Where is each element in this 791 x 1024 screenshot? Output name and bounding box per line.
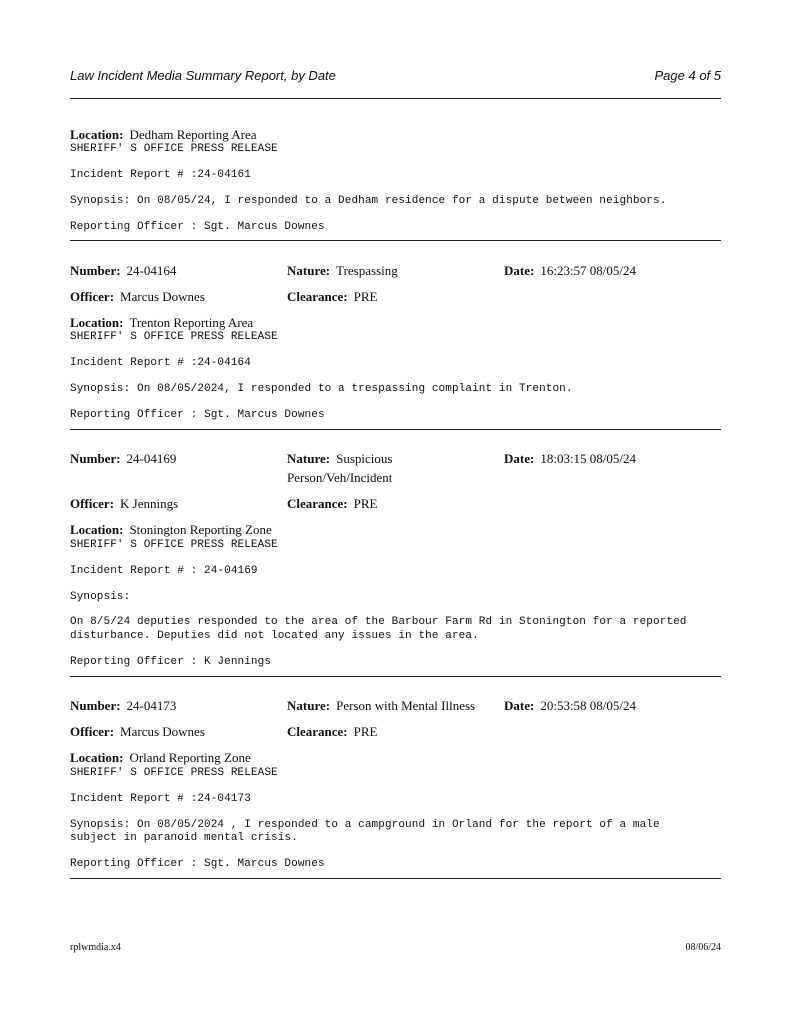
- nature-value: Person with Mental Illness: [336, 698, 476, 713]
- synopsis-line: Synopsis: On 08/05/2024 , I responded to a campground in Orland for the report of a male: [70, 819, 660, 831]
- press-release-line: SHERIFF' S OFFICE PRESS RELEASE: [70, 539, 278, 551]
- number-value: 24-04173: [126, 698, 177, 713]
- nature-value-line2: Person/Veh/Incident: [287, 470, 393, 485]
- record-number: [70, 262, 176, 280]
- synopsis-line: disturbance. Deputies did not located any issues in the area.: [70, 630, 479, 642]
- date-value: 16:23:57 08/05/24: [540, 263, 637, 278]
- officer-value: Marcus Downes: [120, 724, 205, 739]
- location-value: Dedham Reporting Area: [129, 127, 257, 142]
- date-label: Date:: [504, 263, 535, 278]
- record-nature: [287, 262, 398, 280]
- nature-label: Nature:: [287, 698, 331, 713]
- officer-label: Officer:: [70, 724, 115, 739]
- location-label: Location:: [70, 750, 124, 765]
- nature-label: Nature:: [287, 451, 331, 466]
- location-label: Location:: [70, 127, 124, 142]
- record-number: [70, 697, 176, 715]
- record-clearance: [287, 723, 377, 741]
- location-label: Location:: [70, 522, 124, 537]
- press-release-line: SHERIFF' S OFFICE PRESS RELEASE: [70, 143, 278, 155]
- page-number: Page 4 of 5: [654, 68, 721, 83]
- location-label: Location:: [70, 315, 124, 330]
- header-divider: [70, 98, 721, 99]
- location-value: Trenton Reporting Area: [129, 315, 254, 330]
- footer-print-date: 08/06/24: [685, 942, 721, 953]
- record-location: [70, 314, 253, 332]
- officer-value: K Jennings: [120, 496, 179, 511]
- location-value: Orland Reporting Zone: [129, 750, 251, 765]
- record-clearance: [287, 288, 377, 306]
- record-divider: [70, 878, 721, 879]
- synopsis-line: subject in paranoid mental crisis.: [70, 832, 298, 844]
- reporting-officer-line: Reporting Officer : K Jennings: [70, 656, 272, 668]
- page-header: [70, 68, 721, 86]
- clearance-label: Clearance:: [287, 496, 348, 511]
- record-officer: [70, 723, 205, 741]
- officer-value: Marcus Downes: [120, 289, 205, 304]
- reporting-officer-line: Reporting Officer : Sgt. Marcus Downes: [70, 409, 325, 421]
- record-date: [504, 262, 636, 280]
- clearance-label: Clearance:: [287, 724, 348, 739]
- press-release-line: SHERIFF' S OFFICE PRESS RELEASE: [70, 331, 278, 343]
- nature-value-continued: [287, 469, 392, 487]
- officer-label: Officer:: [70, 496, 115, 511]
- number-value: 24-04169: [126, 451, 177, 466]
- clearance-value: PRE: [353, 289, 378, 304]
- record-officer: [70, 288, 205, 306]
- record-location: [70, 126, 257, 144]
- number-value: 24-04164: [126, 263, 177, 278]
- record-officer: [70, 495, 178, 513]
- footer-report-code: rplwmdia.x4: [70, 942, 121, 953]
- press-release-line: SHERIFF' S OFFICE PRESS RELEASE: [70, 767, 278, 779]
- record-divider: [70, 429, 721, 430]
- record-location: [70, 749, 251, 767]
- record-date: [504, 697, 636, 715]
- synopsis-line: Synopsis: On 08/05/2024, I responded to a trespassing complaint in Trenton.: [70, 383, 573, 395]
- synopsis-line: On 8/5/24 deputies responded to the area of the Barbour Farm Rd in Stonington for a reported: [70, 616, 687, 628]
- date-label: Date:: [504, 698, 535, 713]
- number-label: Number:: [70, 698, 121, 713]
- record-nature: [287, 697, 475, 715]
- reporting-officer-line: Reporting Officer : Sgt. Marcus Downes: [70, 221, 325, 233]
- synopsis-label-line: Synopsis:: [70, 591, 131, 603]
- date-value: 20:53:58 08/05/24: [540, 698, 637, 713]
- record-nature: [287, 450, 392, 468]
- record-divider: [70, 240, 721, 241]
- incident-report-line: Incident Report # :24-04164: [70, 357, 251, 369]
- date-value: 18:03:15 08/05/24: [540, 451, 637, 466]
- reporting-officer-line: Reporting Officer : Sgt. Marcus Downes: [70, 858, 325, 870]
- record-number: [70, 450, 176, 468]
- clearance-value: PRE: [353, 496, 378, 511]
- synopsis-line: Synopsis: On 08/05/24, I responded to a Dedham residence for a dispute between neighbors.: [70, 195, 667, 207]
- incident-report-line: Incident Report # : 24-04169: [70, 565, 258, 577]
- number-label: Number:: [70, 263, 121, 278]
- clearance-value: PRE: [353, 724, 378, 739]
- location-value: Stonington Reporting Zone: [129, 522, 272, 537]
- record-date: [504, 450, 636, 468]
- incident-report-line: Incident Report # :24-04161: [70, 169, 251, 181]
- clearance-label: Clearance:: [287, 289, 348, 304]
- record-clearance: [287, 495, 377, 513]
- report-title: Law Incident Media Summary Report, by Date: [70, 68, 336, 83]
- record-location: [70, 521, 272, 539]
- date-label: Date:: [504, 451, 535, 466]
- incident-report-line: Incident Report # :24-04173: [70, 793, 251, 805]
- number-label: Number:: [70, 451, 121, 466]
- officer-label: Officer:: [70, 289, 115, 304]
- nature-value: Trespassing: [336, 263, 398, 278]
- nature-label: Nature:: [287, 263, 331, 278]
- nature-value: Suspicious: [336, 451, 393, 466]
- record-divider: [70, 676, 721, 677]
